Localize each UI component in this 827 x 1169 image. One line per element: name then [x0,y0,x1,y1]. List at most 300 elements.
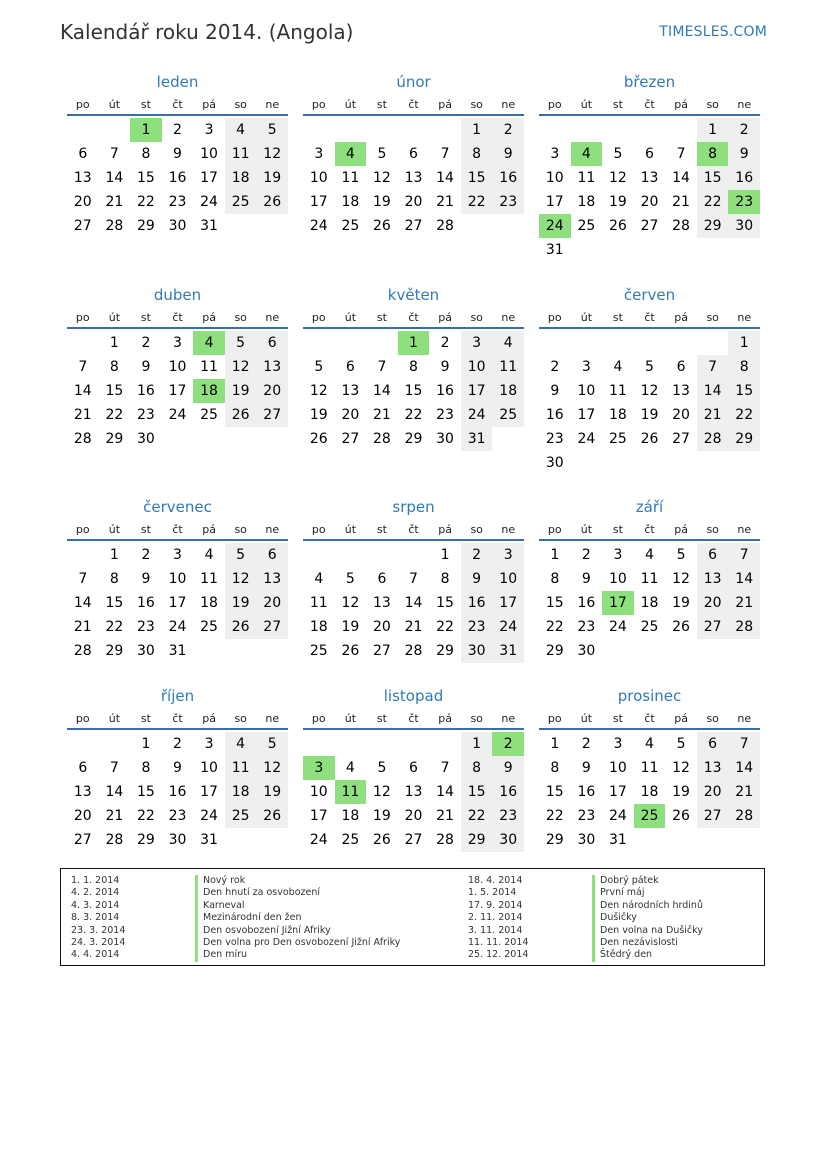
holiday-name: Den národních hrdinů [592,900,703,912]
day-cell: 11 [341,170,360,186]
day-cell: 11 [309,595,328,611]
holiday-date: 3. 11. 2014 [468,924,523,936]
holiday-row [71,912,400,924]
weekday-label: ne [265,523,280,536]
month-title: říjen [160,687,195,705]
day-cell: 23 [545,431,564,447]
holiday-name: Den nezávislosti [592,937,678,949]
day-cell: 13 [256,567,288,591]
day-cell: 4 [492,331,524,355]
day-cell: 4 [225,732,257,756]
day-cell: 7 [697,355,729,379]
day-cell: 21 [73,407,92,423]
month-duben [67,281,288,451]
day-cell: 11 [492,355,524,379]
weekday-label: st [376,311,387,324]
day-cell: 3 [204,736,214,752]
day-cell: 27 [256,403,288,427]
day-cell: 24 [539,214,571,238]
weekday-label: čt [172,311,183,324]
day-cell: 29 [404,431,423,447]
day-cell: 11 [640,571,659,587]
holiday-row [468,937,703,949]
day-cell: 30 [577,832,596,848]
day-cell: 29 [545,832,564,848]
day-cell: 7 [377,359,387,375]
day-cell: 20 [256,591,288,615]
weekday-label: ne [265,712,280,725]
day-cell: 21 [373,407,391,423]
day-cell: 16 [728,166,760,190]
day-cell: 18 [640,595,659,611]
day-cell: 20 [373,619,391,635]
day-cell: 27 [341,431,360,447]
weekday-label: út [580,98,593,111]
day-cell: 31 [168,643,187,659]
page-title: Kalendář roku 2014. (Angola) [60,20,354,44]
day-cell: 26 [309,431,328,447]
weekday-label: po [547,523,562,536]
weekday-label: čt [644,98,655,111]
weekday-header [539,309,760,329]
day-cell: 8 [697,142,729,166]
day-cell: 14 [728,567,760,591]
day-cell: 26 [672,808,690,824]
day-cell: 27 [697,615,729,639]
month-květen [303,281,524,451]
day-cell: 16 [545,407,564,423]
day-cell: 30 [461,639,493,663]
day-cell: 9 [492,142,524,166]
day-cell: 9 [141,571,151,587]
weekday-label: st [140,98,151,111]
day-cell: 9 [728,142,760,166]
day-cell: 16 [168,784,187,800]
weekday-label: pá [674,523,688,536]
day-cell: 10 [492,567,524,591]
day-cell: 5 [256,732,288,756]
holiday-column-left [71,875,400,962]
weekday-header [303,309,524,329]
day-cell: 1 [130,118,162,142]
holiday-date: 2. 11. 2014 [468,912,523,924]
day-cell: 24 [577,431,596,447]
day-cell: 24 [168,407,187,423]
day-cell: 12 [640,383,659,399]
weekday-label: so [470,712,483,725]
day-cell: 15 [436,595,454,611]
day-cell: 9 [461,567,493,591]
day-cell: 16 [577,595,596,611]
day-cell: 2 [173,122,182,138]
day-cell: 25 [634,804,666,828]
day-cell: 5 [377,760,387,776]
day-cell: 6 [409,760,418,776]
weekday-label: ne [737,311,752,324]
day-cell: 19 [341,619,360,635]
day-cell: 4 [613,359,623,375]
day-cell: 6 [409,146,418,162]
day-cell: 17 [461,379,493,403]
day-cell: 3 [581,359,591,375]
day-cell: 18 [640,784,659,800]
day-cell: 14 [73,595,92,611]
holiday-row [71,949,400,961]
weekday-label: po [547,98,562,111]
day-cell: 18 [341,808,360,824]
day-cell: 26 [373,832,391,848]
day-cell: 5 [645,359,654,375]
weekday-label: út [108,98,121,111]
day-cell: 27 [672,431,690,447]
day-cell: 20 [640,194,659,210]
day-cell: 27 [640,218,659,234]
weekday-label: út [580,712,593,725]
day-cell: 16 [492,780,524,804]
weekday-label: pá [438,523,452,536]
holiday-name: Mezinárodní den žen [195,912,302,924]
day-grid [67,331,288,451]
day-cell: 10 [609,571,627,587]
day-cell: 4 [314,571,324,587]
day-cell: 28 [436,218,454,234]
weekday-label: pá [674,712,688,725]
day-cell: 21 [672,194,690,210]
day-cell: 5 [256,118,288,142]
weekday-label: pá [202,523,216,536]
weekday-label: pá [674,311,688,324]
day-cell: 26 [672,619,690,635]
holiday-name: Den hnutí za osvobození [195,887,320,899]
holiday-name: Den volna na Dušičky [592,925,703,937]
weekday-label: pá [202,712,216,725]
day-cell: 8 [461,142,493,166]
day-cell: 2 [550,359,560,375]
day-cell: 5 [613,146,623,162]
day-cell: 22 [697,190,729,214]
day-cell: 12 [672,760,690,776]
day-cell: 3 [550,146,560,162]
weekday-label: pá [202,311,216,324]
day-cell: 13 [73,170,92,186]
month-title: květen [387,286,440,304]
day-cell: 27 [73,832,92,848]
day-cell: 24 [309,218,328,234]
day-cell: 3 [461,331,493,355]
day-cell: 20 [73,808,92,824]
holiday-date: 18. 4. 2014 [468,875,523,886]
day-cell: 10 [309,784,328,800]
day-cell: 12 [225,355,257,379]
day-cell: 30 [492,828,524,852]
day-cell: 27 [256,615,288,639]
weekday-label: st [376,98,387,111]
day-cell: 1 [697,118,729,142]
day-cell: 26 [225,403,257,427]
day-cell: 2 [173,736,182,752]
day-cell: 23 [137,407,155,423]
weekday-label: ne [501,311,516,324]
day-cell: 12 [309,383,328,399]
day-cell: 10 [200,760,218,776]
day-cell: 25 [609,431,627,447]
day-cell: 22 [404,407,423,423]
day-cell: 6 [697,732,729,756]
day-cell: 17 [577,407,596,423]
day-cell: 1 [109,335,119,351]
day-cell: 25 [341,832,360,848]
day-cell: 7 [409,571,418,587]
day-cell: 6 [78,760,88,776]
day-cell: 29 [728,427,760,451]
day-cell: 6 [256,331,288,355]
weekday-header [539,96,760,116]
day-cell: 14 [73,383,92,399]
day-cell: 11 [200,359,218,375]
day-cell: 17 [168,595,187,611]
weekday-label: so [706,712,719,725]
day-cell: 13 [404,784,423,800]
day-cell: 29 [545,643,564,659]
day-cell: 8 [440,571,450,587]
day-cell: 23 [577,808,596,824]
day-cell: 29 [436,643,454,659]
day-cell: 9 [492,756,524,780]
day-cell: 24 [492,615,524,639]
day-cell: 27 [373,643,391,659]
month-title: červen [623,286,676,304]
month-říjen [67,682,288,852]
day-grid [67,118,288,238]
day-grid [539,732,760,852]
weekday-label: po [311,311,326,324]
day-cell: 7 [109,146,119,162]
day-cell: 7 [440,146,450,162]
holiday-name: Den míru [195,949,247,961]
day-cell: 17 [200,784,218,800]
day-cell: 21 [436,808,454,824]
day-cell: 5 [345,571,355,587]
day-cell: 10 [309,170,328,186]
day-cell: 5 [314,359,324,375]
weekday-label: pá [438,311,452,324]
weekday-label: čt [408,712,419,725]
day-cell: 2 [141,547,151,563]
weekday-label: pá [202,98,216,111]
holiday-row [71,925,400,937]
weekday-label: út [344,523,357,536]
day-cell: 22 [137,194,155,210]
day-cell: 25 [577,218,596,234]
day-cell: 22 [545,808,564,824]
day-cell: 6 [645,146,654,162]
day-cell: 15 [137,170,155,186]
day-cell: 26 [256,804,288,828]
day-cell: 30 [728,214,760,238]
month-title: leden [156,73,199,91]
weekday-label: ne [737,98,752,111]
day-cell: 2 [581,547,591,563]
day-cell: 21 [404,619,423,635]
day-cell: 19 [609,194,627,210]
day-cell: 4 [335,142,367,166]
day-cell: 2 [728,118,760,142]
day-cell: 19 [309,407,328,423]
weekday-label: st [140,311,151,324]
day-cell: 28 [697,427,729,451]
day-cell: 14 [404,595,423,611]
weekday-label: po [311,712,326,725]
month-title: listopad [383,687,444,705]
weekday-label: čt [644,712,655,725]
weekday-label: út [344,712,357,725]
day-cell: 19 [640,407,659,423]
month-title: srpen [392,498,435,516]
day-cell: 4 [225,118,257,142]
day-cell: 20 [404,808,423,824]
day-cell: 4 [345,760,355,776]
holiday-date: 25. 12. 2014 [468,949,529,961]
day-cell: 23 [137,619,155,635]
holiday-name: Karneval [195,900,245,912]
day-cell: 14 [697,379,729,403]
weekday-header [67,96,288,116]
day-cell: 13 [373,595,391,611]
holiday-name: Dobrý pátek [592,875,659,887]
day-cell: 13 [256,355,288,379]
day-cell: 19 [225,379,257,403]
holiday-date: 8. 3. 2014 [71,912,120,924]
day-cell: 11 [335,780,367,804]
day-cell: 25 [309,643,328,659]
holiday-date: 17. 9. 2014 [468,899,523,911]
day-cell: 31 [609,832,627,848]
day-cell: 6 [676,359,686,375]
holiday-date: 1. 5. 2014 [468,887,517,899]
day-cell: 9 [173,760,182,776]
month-červen [539,281,760,475]
day-cell: 6 [697,543,729,567]
day-cell: 2 [492,118,524,142]
day-cell: 24 [200,808,218,824]
day-cell: 28 [672,218,690,234]
holiday-name: Den volna pro Den osvobození Jižní Afriky [195,937,400,949]
day-cell: 25 [225,804,257,828]
day-cell: 2 [440,335,450,351]
day-cell: 15 [137,784,155,800]
day-cell: 31 [200,218,218,234]
weekday-label: út [108,712,121,725]
day-cell: 1 [550,547,560,563]
day-cell: 8 [109,571,119,587]
weekday-label: so [470,523,483,536]
weekday-label: ne [737,523,752,536]
day-grid [539,118,760,262]
day-cell: 1 [109,547,119,563]
weekday-header [303,710,524,730]
day-cell: 17 [492,591,524,615]
weekday-label: ne [501,712,516,725]
day-cell: 8 [461,756,493,780]
weekday-label: čt [408,98,419,111]
day-cell: 12 [256,756,288,780]
day-cell: 15 [461,166,493,190]
day-cell: 4 [193,331,225,355]
day-cell: 10 [545,170,564,186]
weekday-label: čt [644,523,655,536]
day-cell: 5 [225,543,257,567]
day-cell: 22 [436,619,454,635]
day-cell: 28 [73,431,92,447]
day-cell: 19 [672,595,690,611]
day-cell: 5 [676,736,686,752]
day-cell: 27 [404,218,423,234]
day-cell: 12 [373,170,391,186]
day-cell: 21 [105,194,124,210]
day-cell: 21 [697,403,729,427]
weekday-label: st [612,712,623,725]
month-únor [303,68,524,238]
day-cell: 25 [200,619,218,635]
day-cell: 15 [105,383,124,399]
day-grid [303,118,524,238]
day-cell: 29 [105,431,124,447]
brand-link[interactable]: TIMESLES.COM [659,24,767,40]
day-cell: 11 [640,760,659,776]
day-cell: 30 [168,832,187,848]
holiday-row [468,912,703,924]
weekday-label: pá [438,98,452,111]
day-cell: 6 [377,571,387,587]
day-cell: 28 [105,218,124,234]
day-cell: 10 [577,383,596,399]
holiday-row [468,875,703,887]
weekday-header [303,521,524,541]
weekday-label: po [311,98,326,111]
day-cell: 8 [141,146,151,162]
weekday-label: st [140,712,151,725]
day-cell: 11 [225,142,257,166]
day-cell: 18 [609,407,627,423]
day-cell: 31 [461,427,493,451]
weekday-label: po [311,523,326,536]
day-cell: 11 [200,571,218,587]
holiday-row [468,949,703,961]
holiday-date: 11. 11. 2014 [468,936,529,948]
day-cell: 10 [168,571,187,587]
day-cell: 17 [200,170,218,186]
day-cell: 15 [461,780,493,804]
day-cell: 29 [137,218,155,234]
weekday-header [539,521,760,541]
day-cell: 9 [581,571,591,587]
day-cell: 9 [550,383,560,399]
weekday-label: ne [265,311,280,324]
day-cell: 21 [105,808,124,824]
day-cell: 13 [73,784,92,800]
day-cell: 26 [225,615,257,639]
day-cell: 3 [492,543,524,567]
day-cell: 15 [545,784,564,800]
day-cell: 15 [697,166,729,190]
weekday-label: st [612,98,623,111]
day-cell: 7 [728,543,760,567]
day-cell: 16 [461,591,493,615]
month-title: duben [153,286,202,304]
day-grid [539,331,760,475]
day-cell: 30 [436,431,454,447]
holiday-row [468,900,703,912]
